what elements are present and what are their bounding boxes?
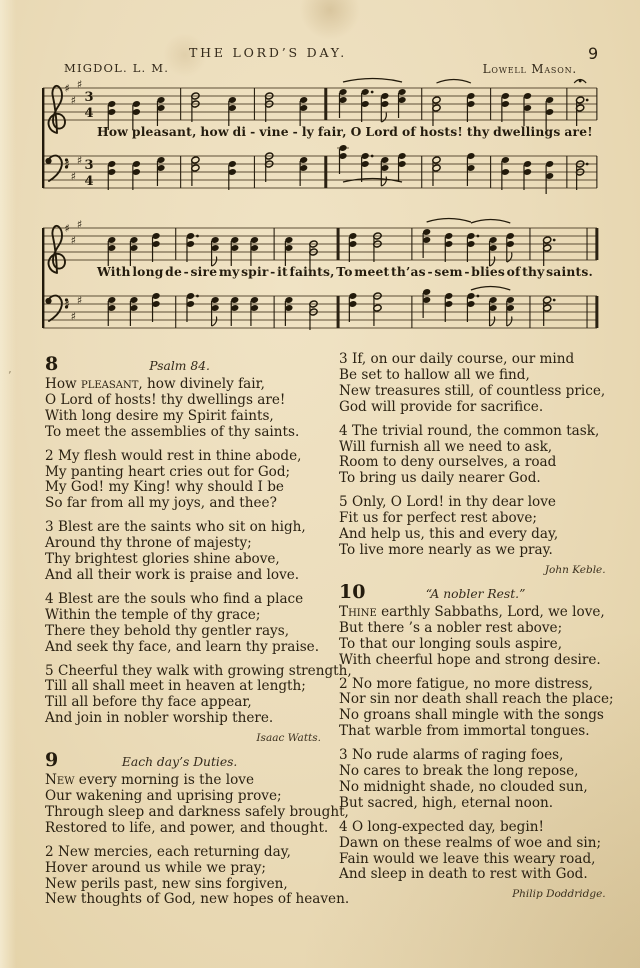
verse-line: Restored to life, and power, and thought. [45, 819, 329, 836]
verse-lead-rest: , how divinely fair, [138, 376, 265, 392]
system-barline [42, 88, 44, 188]
augmentation-dot [371, 155, 374, 158]
verse-line: 5 Cheerful they walk with growing strength, [45, 662, 352, 679]
lyric-syllable: my [218, 264, 240, 279]
augmentation-dot [477, 235, 480, 238]
sheet-music-system-1 [41, 76, 599, 216]
augmentation-dot [196, 235, 199, 238]
verse [45, 843, 350, 909]
time-signature: 4 [84, 174, 94, 189]
slur [471, 287, 510, 291]
lyric-syllable: - [270, 264, 276, 279]
sharp-icon: ♯ [64, 298, 70, 311]
verse-line: No cares to break the long repose, [339, 763, 579, 780]
hymn-column-left [45, 352, 352, 916]
verse-lead-rest: every morning is the love [74, 772, 255, 789]
verse-line: That warble from immortal tongues. [339, 723, 590, 740]
verse-line: To bring us daily nearer God. [339, 470, 541, 487]
verse-line: Around thy throne of majesty; [45, 535, 252, 552]
verse-lead: How [45, 376, 81, 392]
lyric-syllable: of [401, 124, 416, 139]
sharp-icon: ♯ [70, 170, 76, 183]
hymn-title: “A nobler Rest.” [425, 586, 526, 601]
verse-line: And all their work is praise and love. [45, 566, 300, 583]
treble-clef-icon [49, 226, 65, 273]
hymn-number: 8 [45, 353, 59, 375]
lyrics-line-2 [97, 264, 593, 282]
verse-lead: T [339, 603, 349, 620]
lyric-syllable: hosts! [419, 124, 464, 139]
slur [343, 79, 402, 83]
eighth-flag [212, 317, 217, 327]
hymn-column-right [339, 352, 614, 916]
lyric-syllable: - [464, 264, 470, 279]
verse-line: 3 If, on our daily course, our mind [339, 351, 575, 367]
verse-line: 3 No rude alarms of raging foes, [339, 747, 564, 764]
verse [339, 495, 614, 559]
lyric-syllable: sire [190, 264, 218, 279]
lyric-syllable: of [506, 264, 521, 279]
verse-line: And seek thy face, and learn thy praise. [45, 638, 320, 655]
sharp-icon: ♯ [64, 222, 70, 235]
augmentation-dot [553, 239, 556, 242]
verse-line: And join in nobler worship there. [45, 710, 274, 727]
verse-line: 2 No more fatigue, no more distress, [339, 675, 593, 692]
verse-line: 2 New mercies, each returning day, [45, 843, 291, 860]
treble-clef-icon [49, 86, 65, 133]
verse [339, 748, 614, 812]
lyric-syllable: - [427, 264, 433, 279]
augmentation-dot [371, 91, 374, 94]
hymn-head [45, 355, 329, 373]
verse [339, 352, 614, 416]
hymn-number: 10 [339, 580, 366, 603]
lyric-syllable: With [97, 264, 131, 279]
verse-lead-smallcaps: ew [56, 772, 75, 789]
verse-line: So far from all my joys, and thee? [45, 495, 277, 512]
lyric-syllable: vine [259, 124, 289, 139]
lyric-syllable: how [200, 124, 229, 139]
sharp-icon: ♯ [64, 82, 70, 95]
time-signature: 3 [84, 158, 94, 173]
verse-line [45, 773, 329, 789]
author-attribution: Isaac Watts. [256, 732, 321, 745]
verse-line: 5 Only, O Lord! in thy dear love [339, 494, 556, 511]
hymn-head [339, 580, 614, 603]
tune-name: MIGDOL. L. M. [64, 61, 170, 75]
verse-lead-smallcaps: pleasant [81, 376, 139, 392]
verse [45, 377, 329, 441]
sharp-icon: ♯ [76, 294, 83, 307]
augmentation-dot [196, 295, 199, 298]
verse-line: Room to deny ourselves, a road [339, 454, 557, 471]
sharp-icon: ♯ [70, 234, 76, 247]
verse-lead-rest: earthly Sabbaths, Lord, we love, [376, 603, 605, 620]
eighth-flag [507, 253, 512, 263]
verse-line: O Lord of hosts! thy dwellings are! [45, 391, 286, 408]
lyric-syllable: are! [564, 124, 593, 139]
lyric-syllable: long [132, 264, 164, 279]
music-staves-1 [41, 76, 599, 216]
music-staves-2 [41, 216, 599, 356]
slur [471, 220, 510, 224]
verse [339, 820, 614, 884]
verse-line: New perils past, new sins forgiven, [45, 875, 288, 892]
verse-line: There they behold thy gentler rays, [45, 622, 290, 639]
verse-line: But sacred, high, eternal noon. [339, 794, 554, 811]
verse-line: 3 Blest are the saints who sit on high, [45, 519, 306, 536]
verse [45, 772, 349, 837]
verse-line: Dawn on these realms of woe and sin; [339, 834, 602, 851]
lyric-syllable: O [350, 124, 362, 139]
verse-line: To meet the assemblies of thy saints. [45, 423, 300, 440]
author-attribution: Philip Doddridge. [512, 888, 606, 901]
lyric-syllable: Lord [365, 124, 399, 139]
verse-line: Fain would we leave this weary road, [339, 850, 596, 867]
sharp-icon: ♯ [64, 158, 70, 171]
hymn-text-columns [45, 351, 614, 916]
lyric-syllable: di [232, 124, 247, 139]
verse-line: Till all shall meet in heaven at length; [45, 678, 306, 695]
verse-line: With long desire my Spirit faints, [45, 407, 274, 424]
eighth-flag [381, 113, 386, 123]
page-number: 9 [588, 44, 599, 63]
verse-line: 4 The trivial round, the common task, [339, 422, 600, 439]
sharp-icon: ♯ [70, 310, 76, 323]
sheet-music-system-2 [41, 216, 599, 356]
verse-line: New treasures still, of countless price, [339, 382, 606, 399]
verse-line: 2 My flesh would rest in thine abode, [45, 447, 302, 464]
page-header-title: THE LORD’S DAY. [189, 45, 347, 60]
augmentation-dot [586, 163, 589, 166]
slur [427, 219, 471, 223]
verse-line: God will provide for sacrifice. [339, 398, 544, 415]
ink-speck: ’ [8, 369, 12, 382]
lyrics-line-1 [97, 124, 593, 142]
verse-line [339, 605, 614, 621]
verse [45, 592, 329, 656]
author-attribution: John Keble. [544, 563, 606, 576]
verse-line: Our wakening and uprising prove; [45, 788, 282, 805]
lyric-syllable: meet [354, 264, 390, 279]
verse-line: Fit us for perfect rest above; [339, 510, 537, 527]
sharp-icon: ♯ [76, 78, 83, 91]
lyric-syllable: ly [301, 124, 315, 139]
verse [45, 662, 352, 728]
hymn-head [45, 749, 329, 772]
lyric-syllable: faints, [289, 264, 335, 279]
verse-line: But there ’s a nobler rest above; [339, 619, 563, 636]
hymn-title: Psalm 84. [149, 359, 210, 373]
lyric-syllable: - [250, 124, 256, 139]
time-signature: 4 [84, 106, 94, 121]
augmentation-dot [477, 295, 480, 298]
verse-line: 4 Blest are the souls who find a place [45, 590, 304, 607]
verse-line: Thy brightest glories shine above, [45, 551, 280, 568]
lyric-syllable: - [183, 264, 189, 279]
lyric-syllable: it [277, 264, 288, 279]
verse [45, 449, 329, 513]
lyric-syllable: spir [241, 264, 269, 279]
fermata-icon [579, 80, 582, 83]
time-signature: 3 [84, 90, 94, 105]
sharp-icon: ♯ [70, 94, 76, 107]
verse-line: With cheerful hope and strong desire. [339, 651, 601, 668]
lyric-syllable: de [165, 264, 182, 279]
verse-line: Through sleep and darkness safely brought, [45, 803, 349, 820]
verse [45, 520, 329, 584]
lyric-syllable: th’as [391, 264, 426, 279]
composer-name: Lowell Mason. [482, 62, 577, 76]
verse-line: And help us, this and every day, [339, 526, 559, 543]
verse [339, 677, 614, 741]
verse-line: Hover around us while we pray; [45, 859, 266, 876]
lyric-syllable: - [292, 124, 298, 139]
verse-line: No midnight shade, no clouded sun, [339, 778, 588, 795]
verse-lead-smallcaps: hine [348, 603, 377, 620]
slur [436, 80, 470, 84]
hymn-title: Each day’s Duties. [121, 755, 238, 770]
lyric-syllable: fair, [317, 124, 347, 139]
system-barline [42, 228, 44, 328]
verse-line: New thoughts of God, new hopes of heaven. [45, 891, 350, 908]
lyric-syllable: sem [434, 264, 463, 279]
verse-line: My God! my King! why should I be [45, 479, 284, 496]
verse-line [45, 377, 329, 393]
lyric-syllable: saints. [546, 264, 593, 279]
hymn-number: 9 [45, 749, 59, 772]
lyric-syllable: blies [471, 264, 505, 279]
lyric-syllable: pleasant, [131, 124, 197, 139]
verse-lead: N [45, 772, 57, 789]
lyric-syllable: To [336, 264, 353, 279]
verse-line: Nor sin nor death shall reach the place; [339, 691, 614, 708]
verse-line: No groans shall mingle with the songs [339, 707, 604, 724]
augmentation-dot [586, 99, 589, 102]
sharp-icon: ♯ [76, 218, 83, 231]
augmentation-dot [553, 299, 556, 302]
eighth-flag [507, 317, 512, 327]
verse-line: My panting heart cries out for God; [45, 463, 291, 480]
verse-line: 4 O long-expected day, begin! [339, 818, 544, 835]
lyric-syllable: How [97, 124, 129, 139]
eighth-flag [490, 317, 495, 327]
lyric-syllable: thy [522, 264, 545, 279]
sharp-icon: ♯ [76, 154, 83, 167]
verse-line: Will furnish all we need to ask, [339, 438, 553, 455]
verse [339, 605, 614, 669]
verse-line: To that our longing souls aspire, [339, 635, 563, 652]
verse-line: And sleep in death to rest with God. [339, 866, 588, 883]
verse-line: To live more nearly as we pray. [339, 541, 553, 558]
verse [339, 424, 614, 488]
lyric-syllable: thy [466, 124, 490, 139]
verse-line: Be set to hallow all we find, [339, 366, 530, 383]
eighth-flag [381, 177, 386, 187]
verse-line: Within the temple of thy grace; [45, 606, 261, 623]
verse-line: Till all before thy face appear, [45, 694, 252, 711]
lyric-syllable: dwellings [493, 124, 561, 139]
